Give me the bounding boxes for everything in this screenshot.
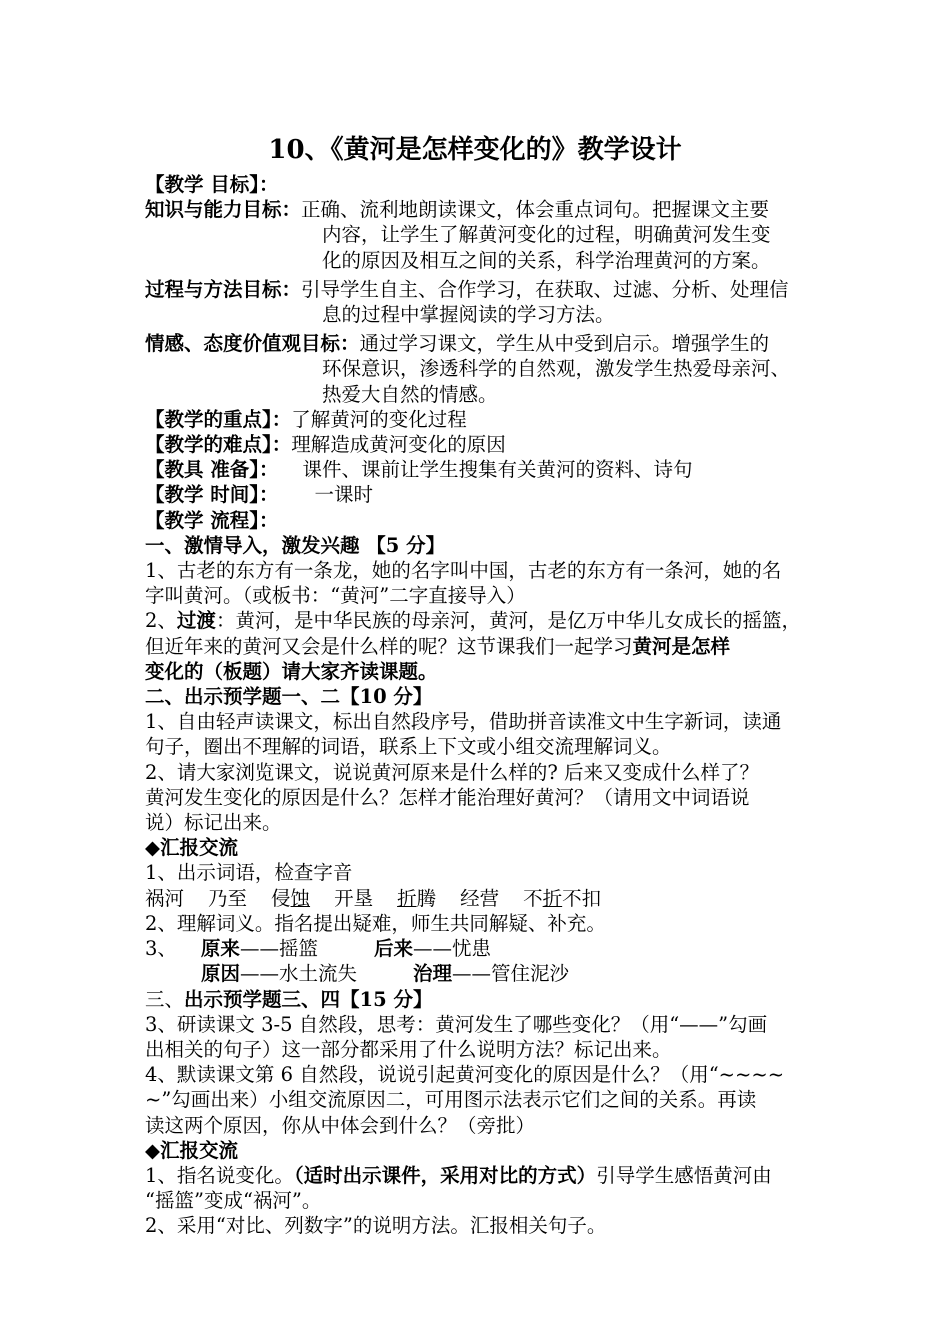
section-2-paragraph-2: 说）标记出来。	[145, 811, 282, 835]
goal-heading: 【教学 目标】：	[145, 173, 279, 196]
report-1-item-1: 1、出示词语，检查字音	[145, 861, 353, 885]
section-1-heading: 一、激情导入，激发兴趣 【5 分】	[145, 533, 446, 557]
contrast-term: 后来	[373, 937, 413, 961]
vocab-char-underlined: 折	[542, 886, 563, 910]
tools-text: 课件、课前让学生搜集有关黄河的资料、诗句	[302, 458, 693, 482]
paragraph-text: ：黄河，是中华民族的母亲河，黄河，是亿万中华儿女成长的摇篮，	[215, 609, 801, 633]
section-3-paragraph-2: ~”勾画出来）小组交流原因二，可用图示法表示它们之间的关系。再读	[145, 1088, 757, 1112]
contrast-term: 原来	[200, 937, 240, 961]
section-3-paragraph-1: 3、研读课文 3-5 自然段，思考：黄河发生了哪些变化？（用“——”勾画	[145, 1012, 768, 1036]
contrast-meaning: ——管住泥沙	[452, 962, 570, 986]
vocab-char-underlined: 折	[397, 886, 417, 910]
vocab-word: 乃至	[208, 886, 248, 910]
knowledge-goal-line: 化的原因及相互之间的关系，科学治理黄河的方案。	[322, 248, 771, 272]
section-2-heading: 二、出示预学题一、二【10 分】	[145, 685, 433, 709]
emotion-goal-label: 情感、态度价值观目标：	[145, 332, 360, 356]
section-1-paragraph-1: 字叫黄河。（或板书：“黄河”二字直接导入）	[145, 584, 526, 608]
paragraph-text-bold: （适时出示课件，采用对比的方式）	[293, 1163, 597, 1187]
emotion-goal-line: 通过学习课文，学生从中受到启示。增强学生的	[359, 332, 770, 356]
flow-heading: 【教学 流程】：	[145, 508, 279, 532]
document-body	[145, 172, 835, 1239]
knowledge-goal-line: 内容，让学生了解黄河变化的过程，明确黄河发生变	[322, 223, 771, 247]
teaching-difficulty	[145, 432, 835, 457]
section-3-paragraph-2: 读这两个原因，你从中体会到什么？（旁批）	[145, 1113, 536, 1137]
paragraph-text: 但近年来的黄河又会是什么样的呢？这节课我们一起学习	[145, 634, 633, 658]
report-1-item-2: 2、理解词义。指名提出疑难，师生共同解疑、补充。	[145, 911, 606, 935]
section-2-paragraph-2: 2、请大家浏览课文，说说黄河原来是什么样的? 后来又变成什么样了？	[145, 760, 760, 784]
section-1-paragraph-2	[145, 634, 835, 659]
section-3-paragraph-1: 出相关的句子）这一部分都采用了什么说明方法？标记出来。	[145, 1037, 672, 1061]
contrast-meaning: ——水土流失	[240, 962, 358, 986]
difficulty-text: 理解造成黄河变化的原因	[291, 433, 506, 457]
section-number: 三、	[145, 987, 185, 1011]
section-1-paragraph-2	[145, 608, 835, 633]
section-1-paragraph-1: 1、古老的东方有一条龙，她的名字叫中国，古老的东方有一条河，她的名	[145, 559, 782, 583]
emotion-goal	[145, 331, 835, 356]
vocab-char: 侵	[271, 886, 291, 910]
knowledge-goal	[145, 197, 835, 222]
vocab-word: 开垦	[334, 886, 374, 910]
section-2-paragraph-2: 黄河发生变化的原因是什么？怎样才能治理好黄河？（请用文中词语说	[145, 785, 750, 809]
tools-label: 【教具 准备】：	[145, 458, 279, 482]
vocabulary-list	[145, 886, 835, 911]
section-2-paragraph-1: 1、自由轻声读课文，标出自然段序号，借助拼音读准文中生字新词，读通	[145, 710, 782, 734]
focus-label: 【教学的重点】：	[145, 407, 292, 431]
contrast-pairs-row-1	[145, 936, 835, 961]
vocab-word: 经营	[460, 886, 500, 910]
transition-label: 过渡	[176, 609, 216, 633]
section-2-paragraph-1: 句子，圈出不理解的词语，联系上下文或小组交流理解词义。	[145, 735, 672, 759]
difficulty-label: 【教学的难点】：	[145, 433, 292, 457]
time-text: 一课时	[314, 483, 374, 507]
contrast-meaning: ——摇篮	[239, 937, 318, 961]
emotion-goal-line: 环保意识，渗透科学的自然观，激发学生热爱母亲河、	[322, 357, 791, 381]
vocab-word	[523, 887, 601, 910]
teaching-tools	[145, 457, 835, 482]
section-3-paragraph-2: 4、默读课文第 6 自然段，说说引起黄河变化的原因是什么？（用“~~~~	[145, 1063, 785, 1087]
report-2-item-1: “摇篮”变成“祸河”。	[145, 1189, 322, 1213]
vocab-char: 腾	[416, 886, 437, 910]
knowledge-goal-line: 正确、流利地朗读课文，体会重点词句。把握课文主要	[301, 198, 770, 222]
process-goal	[145, 277, 835, 302]
paragraph-text: 1、指名说变化。	[145, 1163, 294, 1187]
paragraph-text: 引导学生感悟黄河由	[596, 1163, 772, 1187]
lesson-title-bold: 黄河是怎样	[632, 634, 731, 658]
teaching-focus	[145, 407, 835, 432]
contrast-term: 原因	[201, 962, 241, 986]
time-label: 【教学 时间】：	[145, 483, 279, 507]
vocab-word	[271, 887, 310, 910]
report-heading-1: ◆汇报交流	[145, 836, 238, 860]
report-heading-2: ◆汇报交流	[145, 1138, 238, 1162]
section-3-heading	[145, 987, 835, 1012]
contrast-pairs-row-2	[145, 961, 835, 986]
process-goal-line: 息的过程中掌握阅读的学习方法。	[322, 303, 615, 327]
report-2-item-2: 2、采用“对比、列数字”的说明方法。汇报相关句子。	[145, 1214, 607, 1238]
paragraph-number: 2、	[145, 609, 177, 633]
teaching-time	[145, 482, 835, 507]
vocab-char: 不扣	[562, 886, 602, 910]
report-2-item-1	[145, 1163, 835, 1188]
emotion-goal-line: 热爱大自然的情感。	[322, 382, 498, 406]
item-number: 3、	[145, 937, 177, 961]
section-1-paragraph-2: 变化的（板题）请大家齐读课题。	[145, 659, 438, 683]
contrast-term: 治理	[413, 962, 453, 986]
knowledge-goal-label: 知识与能力目标：	[145, 198, 302, 222]
contrast-meaning: ——忧患	[412, 937, 491, 961]
process-goal-label: 过程与方法目标：	[145, 277, 302, 301]
focus-text: 了解黄河的变化过程	[291, 407, 467, 431]
document-title: 10、《黄河是怎样变化的》教学设计	[268, 135, 682, 165]
vocab-char: 不	[523, 886, 543, 910]
vocab-word: 祸河	[145, 886, 185, 910]
process-goal-line: 引导学生自主、合作学习，在获取、过滤、分析、处理信	[301, 277, 789, 301]
vocab-char-underlined: 蚀	[290, 886, 311, 910]
vocab-word	[397, 887, 436, 910]
section-title: 出示预学题三、四【15 分】	[184, 987, 433, 1011]
